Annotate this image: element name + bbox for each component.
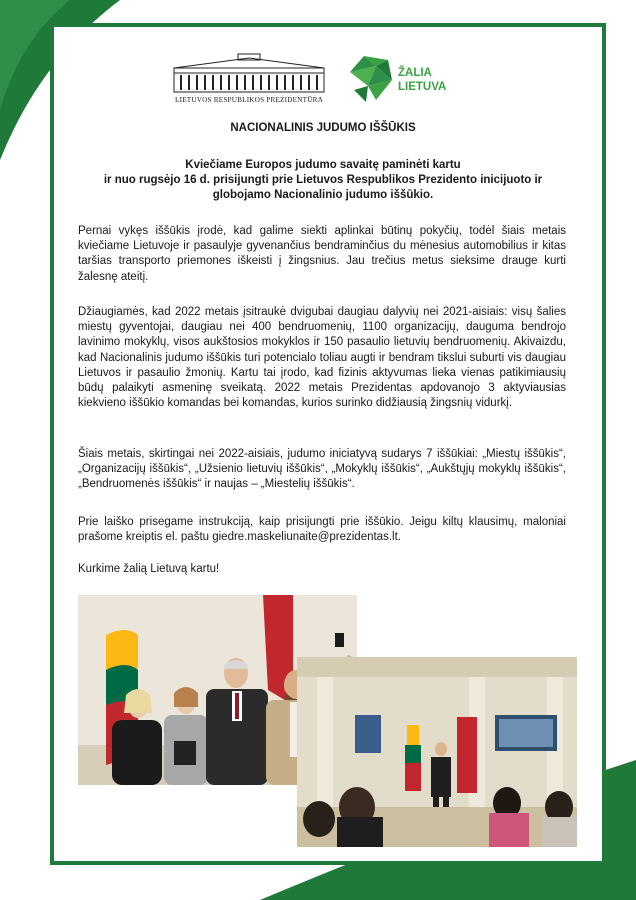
- zalia-lietuva-leaf-icon: [346, 52, 394, 104]
- paragraph-3: Šiais metais, skirtingai nei 2022-aisiais, judumo iniciatyvą sudarys 7 iššūkiai: „Miestų iššūkis“, „Organizacijų iššūkis“, „Užsienio lietuvių iššūkis“, „Mokyklų iššūkis“, „Aukštųjų mokyklų iššūkis“, „Bendruomenės iššūkis“ ir naujas – „Miestelių iššūkis“.: [78, 448, 566, 491]
- header-logos: [168, 52, 468, 108]
- letter-title: NACIONALINIS JUDUMO IŠŠŪKIS: [230, 122, 416, 134]
- lead-line-2: ir nuo rugsėjo 16 d. prisijungti prie Lietuvos Respublikos Prezidento inicijuoto ir: [103, 174, 543, 186]
- lead-line-3: globojamo Nacionalinio judumo iššūkio.: [212, 189, 434, 201]
- lead-line-1: Kviečiame Europos judumo savaitę paminėti kartu: [185, 159, 461, 171]
- presidency-caption: LIETUVOS RESPUBLIKOS PREZIDENTŪRA: [175, 96, 323, 104]
- hall-photo-illustration: [297, 657, 577, 847]
- paragraph-2: Džiaugiamės, kad 2022 metais įsitraukė dvigubai daugiau dalyvių nei 2021-aisiais: visų šalies miestų gyventojai, daugiau nei 400 bendruomenių, 1100 organizacijų, dauguma bendrojo lavinimo mokyklų, visos aukštosios mokyklos ir 150 pasaulio lietuvių bendruomenių. Akivaizdu, kad Nacionalinis judumo iššūkis turi potencialo toliau augti ir bendram tikslui suburti vis daugiau Lietuvos ir pasaulio žmonių. Kartu tai įrodo, kad fizinis aktyvumas lieka vienas patikimiausių būdų palaikyti asmeninę sveikatą. 2022 metais Prezidentas apdovanojo 3 aktyviausias kiekvieno iššūkio komandas bei komandas, kurios surinko didžiausią žingsnių vidurkį.: [78, 306, 566, 410]
- paragraph-1: Pernai vykęs iššūkis įrodė, kad galime siekti aplinkai būtinų pokyčių, todėl šiais metais kviečiame Lietuvoje ir pasaulyje gyvenančius bendraminčius du mėnesius automobilius ir kitas taršias transporto priemones iškeisti į žingsnius. Jau trečius metus sieksime drauge kurti žalesnę ateitį.: [78, 225, 566, 283]
- zalia-line2: LIETUVA: [398, 81, 447, 93]
- hall-photo: [297, 657, 577, 847]
- closing-line: Kurkime žalią Lietuvą kartu!: [78, 563, 220, 575]
- paragraph-4: Prie laiško prisegame instrukciją, kaip prisijungti prie iššūkio. Jeigu kiltų klausimų, maloniai prašome kreiptis el. paštu giedre.maskeliunaite@prezidentas.lt.: [78, 516, 566, 544]
- zalia-line1: ŽALIA: [398, 67, 432, 79]
- lead-text: [78, 158, 568, 203]
- zalia-lietuva-wordmark: [398, 66, 446, 94]
